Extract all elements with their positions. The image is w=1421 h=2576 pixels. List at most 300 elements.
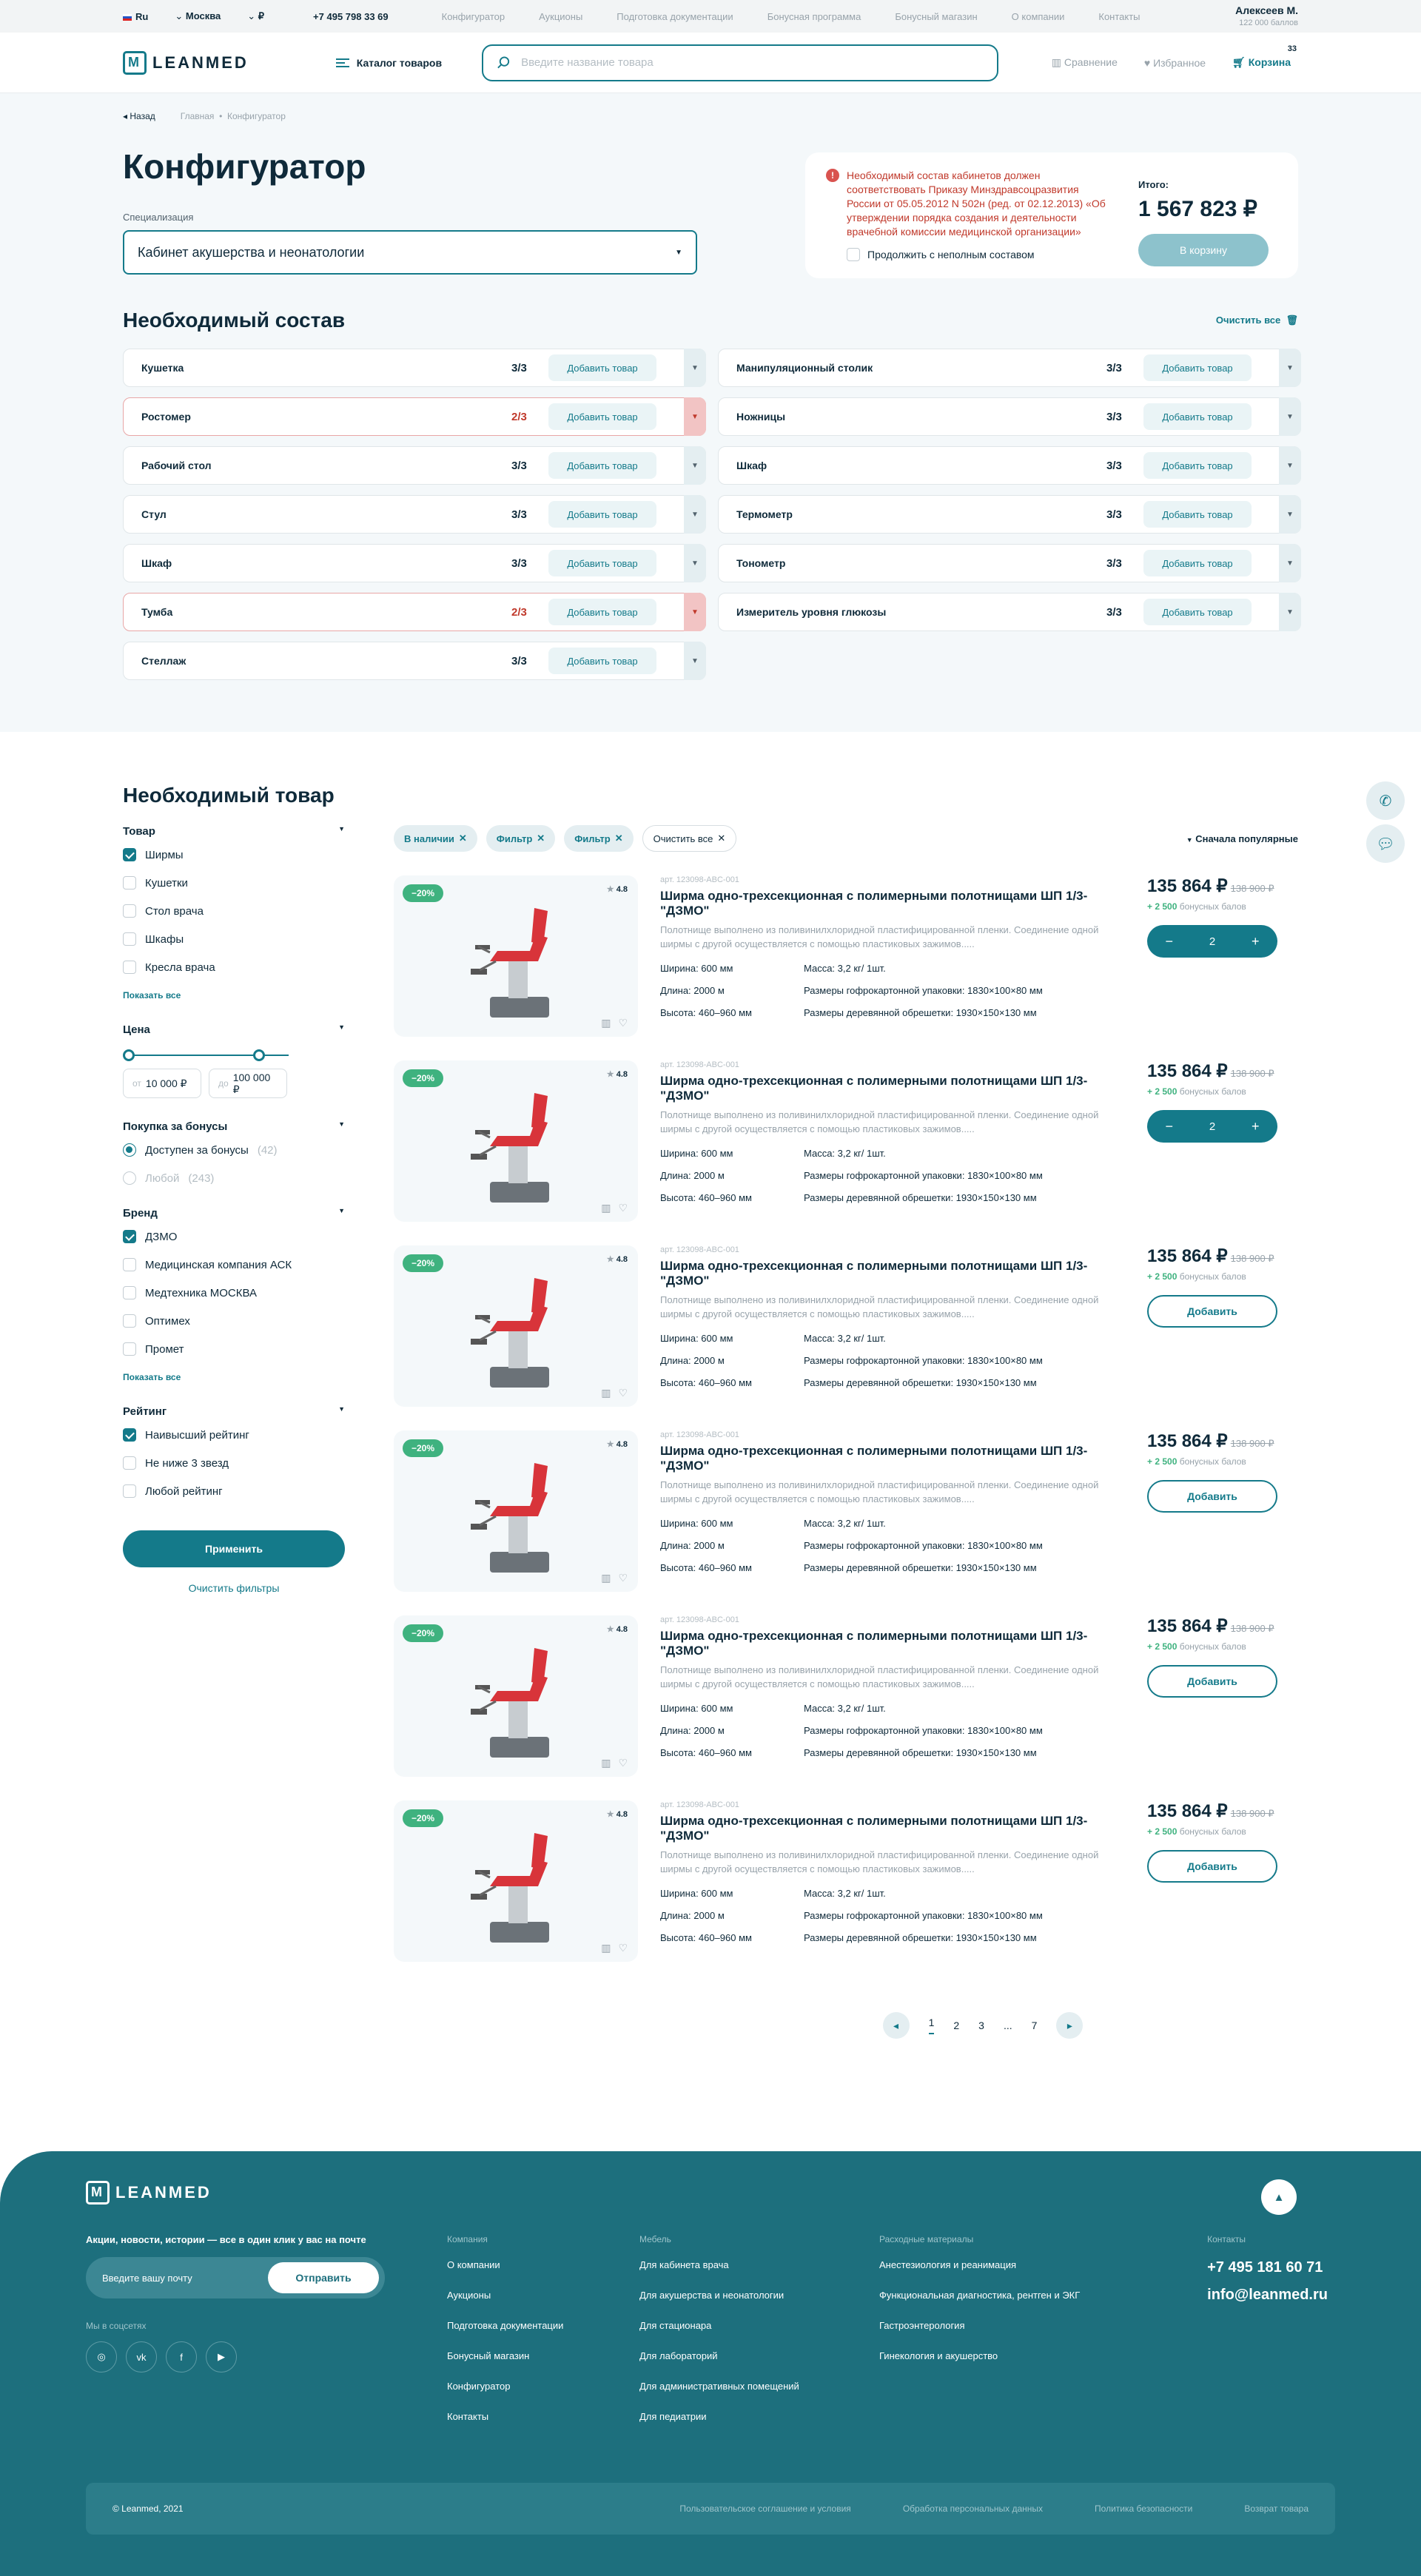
product-image[interactable]	[394, 1245, 638, 1407]
sort-select[interactable]: ▼ Сначала популярные	[1186, 833, 1298, 844]
chevron-down-icon[interactable]: ▼	[684, 397, 706, 436]
filter-product-screens[interactable]: Ширмы	[123, 848, 345, 861]
product-name[interactable]: Ширма одно-трехсекционная с полимерными полотнищами ШП 1/3-"ДЗМО"	[660, 1629, 1088, 1658]
spec-mass: Масса: 3,2 кг/ 1шт.	[804, 963, 886, 974]
footer-logo[interactable]: M LEANMED	[86, 2181, 1335, 2205]
spec-length: Длина: 2000 м	[660, 1725, 725, 1736]
gyn-chair-image	[468, 1633, 564, 1763]
phone-icon: ✆	[1379, 793, 1392, 810]
compare-icon[interactable]: ▥	[601, 1942, 611, 1954]
add-product-button[interactable]: Добавить товар	[548, 648, 656, 674]
total-amount: 1 567 823 ₽	[1138, 197, 1257, 221]
top-nav-configurator[interactable]: Конфигуратор	[441, 10, 505, 22]
star-icon: ★	[606, 885, 614, 894]
add-product-button[interactable]: Добавить товар	[1143, 501, 1252, 528]
heart-icon[interactable]: ♡	[618, 1387, 628, 1399]
currency-select[interactable]: ⌄ ₽	[247, 10, 265, 21]
product-image[interactable]	[394, 1060, 638, 1222]
cart-count-badge: 33	[1287, 44, 1297, 53]
spec-crate: Размеры деревянной обрешетки: 1930×150×130 мм	[804, 1007, 1037, 1018]
logo-icon	[123, 51, 147, 75]
spec-width: Ширина: 600 мм	[660, 1148, 733, 1159]
star-icon: ★	[606, 1810, 614, 1819]
instagram-icon[interactable]: ◎	[86, 2341, 117, 2372]
price-to-field[interactable]: до 100 000 ₽	[209, 1069, 287, 1098]
required-item-row	[123, 397, 706, 436]
breadcrumb	[123, 111, 1298, 121]
language-select[interactable]: Ru	[123, 11, 148, 22]
chevron-down-icon[interactable]: ▼	[684, 495, 706, 534]
filter-bonus-toggle[interactable]: Покупка за бонусы ▼	[123, 1120, 345, 1133]
required-item-row	[123, 544, 706, 582]
gyn-chair-image	[468, 893, 564, 1023]
footer-link[interactable]: Для стационара	[639, 2320, 712, 2331]
top-nav-contacts[interactable]: Контакты	[1098, 10, 1141, 22]
required-item-count: 2/3	[511, 605, 527, 619]
chevron-down-icon[interactable]: ▼	[684, 349, 706, 387]
chevron-down-icon[interactable]: ▼	[684, 446, 706, 485]
required-item-name: Измеритель уровня глюкозы	[736, 606, 887, 618]
required-item-count: 3/3	[1106, 605, 1122, 619]
product-bonus: + 2 500 бонусных балов	[1147, 1826, 1246, 1837]
chevron-down-icon[interactable]: ▼	[684, 544, 706, 582]
logo[interactable]: M LEANMED	[123, 51, 249, 75]
spec-pack: Размеры гофрокартонной упаковки: 1830×100×80 мм	[804, 1910, 1043, 1921]
chevron-down-icon[interactable]: ▼	[1279, 544, 1301, 582]
product-article: арт. 123098-ABC-001	[660, 875, 739, 884]
add-product-button[interactable]: Добавить товар	[548, 599, 656, 625]
required-item-count: 3/3	[511, 556, 527, 570]
rating: ★ 4.8	[606, 1810, 628, 1819]
spec-mass: Масса: 3,2 кг/ 1шт.	[804, 1703, 886, 1714]
spec-length: Длина: 2000 м	[660, 1355, 725, 1366]
page-3[interactable]: 3	[978, 2020, 984, 2031]
spec-mass: Масса: 3,2 кг/ 1шт.	[804, 1518, 886, 1529]
show-all-brands[interactable]: Показать все	[123, 1372, 181, 1382]
rating: ★ 4.8	[606, 885, 628, 894]
clear-filters-button[interactable]: Очистить фильтры	[188, 1582, 280, 1594]
footer-link[interactable]: Конфигуратор	[447, 2381, 511, 2392]
required-grid	[123, 349, 1298, 680]
product-price: 135 864 ₽ 138 900 ₽	[1147, 1431, 1274, 1451]
add-product-button[interactable]: Добавить товар	[548, 452, 656, 479]
required-item-name: Рабочий стол	[141, 460, 212, 471]
next-page-icon[interactable]: ▸	[1056, 2012, 1083, 2039]
russia-flag-icon	[123, 14, 132, 21]
footer-contacts-title: Контакты	[1207, 2234, 1246, 2244]
compare-icon[interactable]: ▥	[601, 1757, 611, 1769]
price-max-handle[interactable]	[253, 1049, 265, 1061]
footer-email[interactable]: info@leanmed.ru	[1207, 2287, 1328, 2303]
product-card	[394, 1800, 1298, 1962]
product-image[interactable]	[394, 1430, 638, 1592]
add-product-button[interactable]: Добавить товар	[1143, 550, 1252, 576]
chevron-down-icon[interactable]: ▼	[684, 593, 706, 631]
compare-icon[interactable]: ▥	[601, 1202, 611, 1214]
chevron-down-icon[interactable]: ▼	[1279, 593, 1301, 631]
chip-clear-all[interactable]: Очистить все ✕	[642, 825, 737, 852]
required-item-row	[718, 446, 1301, 485]
compare-icon[interactable]: ▥	[601, 1572, 611, 1584]
compare-link[interactable]: ▥ Сравнение	[1051, 56, 1118, 68]
footer-link[interactable]: Функциональная диагностика, рентген и ЭКГ	[879, 2290, 1081, 2301]
filter-rating-top[interactable]: Наивысший рейтинг	[123, 1428, 345, 1442]
facebook-icon[interactable]: f	[166, 2341, 197, 2372]
product-bonus: + 2 500 бонусных балов	[1147, 1456, 1246, 1467]
filter-product-chairs[interactable]: Кресла врача	[123, 961, 345, 974]
price-from-field[interactable]: от 10 000 ₽	[123, 1069, 201, 1098]
sale-badge: −20%	[403, 1624, 443, 1642]
gyn-chair-image	[468, 1078, 564, 1208]
footer-link[interactable]: Гастроэнтерология	[879, 2320, 965, 2331]
product-image[interactable]	[394, 1800, 638, 1962]
page-2[interactable]: 2	[953, 2020, 960, 2031]
product-name[interactable]: Ширма одно-трехсекционная с полимерными полотнищами ШП 1/3-"ДЗМО"	[660, 889, 1088, 918]
star-icon: ★	[606, 1255, 614, 1264]
product-name[interactable]: Ширма одно-трехсекционная с полимерными полотнищами ШП 1/3-"ДЗМО"	[660, 1259, 1088, 1288]
privacy-data-link[interactable]: Обработка персональных данных	[902, 2503, 1044, 2514]
required-item-count: 3/3	[1106, 410, 1122, 423]
page-1[interactable]: 1	[929, 2017, 935, 2034]
filter-product-toggle[interactable]: Товар ▼	[123, 825, 345, 838]
rating: ★ 4.8	[606, 1070, 628, 1079]
search-icon	[497, 56, 511, 70]
required-item-count: 3/3	[1106, 556, 1122, 570]
spec-height: Высота: 460–960 мм	[660, 1377, 752, 1388]
spec-height: Высота: 460–960 мм	[660, 1562, 752, 1573]
product-desc: Полотнище выполнено из поливинилхлоридной пластифицированной пленки. Соединение одной ширмы с другой осуществляется с помощью пластиковых зажимов.....	[660, 1294, 1099, 1319]
product-desc: Полотнище выполнено из поливинилхлоридной пластифицированной пленки. Соединение одной ширмы с другой осуществляется с помощью пластиковых зажимов.....	[660, 1664, 1099, 1689]
footer-col-consumables-title: Расходные материалы	[879, 2234, 974, 2244]
filter-brand-medtech[interactable]: Медтехника МОСКВА	[123, 1286, 345, 1299]
cart-link[interactable]: 🛒︎ Корзина 33	[1232, 44, 1297, 68]
required-item-count: 3/3	[511, 361, 527, 374]
chip-filter-2[interactable]: Фильтр ✕	[564, 825, 633, 852]
product-card	[394, 1245, 1298, 1407]
footer-link[interactable]: Бонусный магазин	[447, 2350, 530, 2361]
required-item-count: 3/3	[1106, 508, 1122, 521]
spec-pack: Размеры гофрокартонной упаковки: 1830×100×80 мм	[804, 985, 1043, 996]
required-item-count: 3/3	[511, 654, 527, 667]
product-price: 135 864 ₽ 138 900 ₽	[1147, 1616, 1274, 1636]
add-product-button[interactable]: Добавить товар	[548, 354, 656, 381]
product-bonus: + 2 500 бонусных балов	[1147, 1271, 1246, 1282]
product-price: 135 864 ₽ 138 900 ₽	[1147, 1061, 1274, 1081]
required-item-count: 3/3	[511, 508, 527, 521]
newsletter-form	[86, 2257, 385, 2298]
product-card	[394, 1615, 1298, 1777]
filter-product-desk[interactable]: Стол врача	[123, 904, 345, 918]
chevron-down-icon[interactable]: ▼	[1279, 349, 1301, 387]
spec-height: Высота: 460–960 мм	[660, 1747, 752, 1758]
quantity-stepper[interactable]: − 2 +	[1147, 925, 1277, 958]
spec-pack: Размеры гофрокартонной упаковки: 1830×100×80 мм	[804, 1540, 1043, 1551]
star-icon: ★	[606, 1625, 614, 1634]
social-title: Мы в соцсетях	[86, 2321, 147, 2331]
spec-crate: Размеры деревянной обрешетки: 1930×150×130 мм	[804, 1377, 1037, 1388]
rating: ★ 4.8	[606, 1440, 628, 1449]
footer-link[interactable]: Гинекология и акушерство	[879, 2350, 998, 2361]
product-desc: Полотнище выполнено из поливинилхлоридной пластифицированной пленки. Соединение одной ширмы с другой осуществляется с помощью пластиковых зажимов.....	[660, 1479, 1099, 1504]
top-nav-auctions[interactable]: Аукционы	[539, 10, 583, 22]
warning-icon: !	[826, 169, 839, 182]
footer-link[interactable]: Для лабораторий	[639, 2350, 718, 2361]
product-bonus: + 2 500 бонусных балов	[1147, 901, 1246, 912]
search-box	[482, 44, 998, 81]
returns-link[interactable]: Возврат товара	[1244, 2503, 1309, 2514]
star-icon: ★	[606, 1070, 614, 1079]
top-phone[interactable]: +7 495 798 33 69	[313, 10, 389, 22]
sale-badge: −20%	[403, 1809, 443, 1827]
filters-sidebar	[123, 825, 345, 2039]
footer-link[interactable]: Анестезиология и реанимация	[879, 2259, 1017, 2270]
chevron-down-icon[interactable]: ▼	[1279, 495, 1301, 534]
arrow-up-icon: ▲	[1273, 2190, 1285, 2204]
add-product-button[interactable]: Добавить товар	[548, 403, 656, 430]
summary-panel	[805, 152, 1298, 278]
back-link[interactable]: ◂ Назад	[123, 111, 155, 121]
price-min-handle[interactable]	[123, 1049, 135, 1061]
bonus-available-radio[interactable]: Доступен за бонусы (42)	[123, 1143, 345, 1157]
menu-icon	[336, 58, 349, 67]
add-to-cart-button[interactable]: Добавить	[1147, 1665, 1277, 1698]
spec-width: Ширина: 600 мм	[660, 1333, 733, 1344]
add-to-cart-button[interactable]: Добавить	[1147, 1480, 1277, 1513]
copyright: © Leanmed, 2021	[112, 2503, 184, 2514]
product-card	[394, 1430, 1298, 1592]
spec-width: Ширина: 600 мм	[660, 1888, 733, 1899]
spec-pack: Размеры гофрокартонной упаковки: 1830×100×80 мм	[804, 1355, 1043, 1366]
spec-width: Ширина: 600 мм	[660, 1703, 733, 1714]
required-item-name: Шкаф	[141, 557, 172, 569]
user-menu[interactable]	[1235, 4, 1298, 27]
product-article: арт. 123098-ABC-001	[660, 1060, 739, 1069]
required-item-count: 3/3	[1106, 361, 1122, 374]
spec-height: Высота: 460–960 мм	[660, 1192, 752, 1203]
filter-brand-toggle[interactable]: Бренд ▼	[123, 1207, 345, 1220]
city-select[interactable]: ⌄ Москва	[175, 10, 221, 21]
spec-crate: Размеры деревянной обрешетки: 1930×150×130 мм	[804, 1932, 1037, 1943]
minus-icon[interactable]: −	[1165, 933, 1173, 949]
required-item-name: Тонометр	[736, 557, 786, 569]
to-cart-button[interactable]: В корзину	[1138, 234, 1269, 266]
product-card	[394, 875, 1298, 1037]
spec-width: Ширина: 600 мм	[660, 1518, 733, 1529]
footer-link[interactable]: Контакты	[447, 2411, 489, 2422]
clear-all-button[interactable]: Очистить все 🗑︎	[1215, 315, 1298, 326]
quantity-stepper[interactable]: − 2 +	[1147, 1110, 1277, 1143]
required-item-name: Ростомер	[141, 411, 191, 423]
spec-pack: Размеры гофрокартонной упаковки: 1830×100×80 мм	[804, 1725, 1043, 1736]
heart-icon[interactable]: ♡	[618, 1202, 628, 1214]
trash-icon: 🗑︎	[1286, 315, 1298, 326]
caret-down-icon: ▼	[675, 248, 682, 257]
required-item-row	[718, 593, 1301, 631]
footer-bottom	[86, 2483, 1335, 2535]
required-item-row	[123, 593, 706, 631]
newsletter-send-button[interactable]: Отправить	[268, 2262, 379, 2293]
plus-icon[interactable]: +	[1252, 933, 1260, 949]
footer-link[interactable]: Для кабинета врача	[639, 2259, 729, 2270]
required-item-row	[123, 446, 706, 485]
logo-icon	[86, 2181, 110, 2205]
add-product-button[interactable]: Добавить товар	[548, 550, 656, 576]
spec-crate: Размеры деревянной обрешетки: 1930×150×130 мм	[804, 1562, 1037, 1573]
specialization-select[interactable]: Кабинет акушерства и неонатологии ▼	[123, 230, 697, 275]
required-item-name: Термометр	[736, 508, 793, 520]
sale-badge: −20%	[403, 1439, 443, 1457]
required-item-name: Ножницы	[736, 411, 786, 423]
product-desc: Полотнище выполнено из поливинилхлоридной пластифицированной пленки. Соединение одной ширмы с другой осуществляется с помощью пластиковых зажимов.....	[660, 1849, 1099, 1874]
youtube-icon[interactable]: ▶	[206, 2341, 237, 2372]
product-bonus: + 2 500 бонусных балов	[1147, 1086, 1246, 1097]
filter-brand-promet[interactable]: Промет	[123, 1342, 345, 1356]
product-article: арт. 123098-ABC-001	[660, 1245, 739, 1254]
sale-badge: −20%	[403, 1069, 443, 1087]
chip-in-stock[interactable]: В наличии ✕	[394, 825, 477, 852]
filter-rating-any[interactable]: Любой рейтинг	[123, 1484, 345, 1498]
filter-brand-ask[interactable]: Медицинская компания АСК	[123, 1258, 345, 1271]
incomplete-checkbox[interactable]: Продолжить с неполным составом	[847, 248, 1109, 261]
heart-icon[interactable]: ♡	[618, 1017, 628, 1029]
product-name[interactable]: Ширма одно-трехсекционная с полимерными полотнищами ШП 1/3-"ДЗМО"	[660, 1074, 1088, 1103]
cart-icon: 🛒︎	[1232, 56, 1246, 68]
filter-product-cabinets[interactable]: Шкафы	[123, 932, 345, 946]
show-all-products[interactable]: Показать все	[123, 990, 181, 1001]
terms-link[interactable]: Пользовательское соглашение и условия	[679, 2503, 851, 2514]
filter-brand-optimeh[interactable]: Оптимех	[123, 1314, 345, 1328]
required-title: Необходимый состав	[123, 309, 346, 332]
product-name[interactable]: Ширма одно-трехсекционная с полимерными полотнищами ШП 1/3-"ДЗМО"	[660, 1444, 1088, 1473]
warning-message: ! Необходимый состав кабинетов должен соответствовать Приказу Минздравсоцразвития России от 05.05.2012 N 502н (ред. от 02.12.2013) «Об утверждении порядка создания и деятельности врачебной комиссии медицинской организации»	[826, 169, 1109, 239]
top-nav-docs[interactable]: Подготовка документации	[617, 10, 733, 22]
specialization-label: Специализация	[123, 212, 194, 223]
product-list	[394, 825, 1298, 2039]
bonus-any-radio[interactable]: Любой (243)	[123, 1171, 345, 1185]
required-item-count: 3/3	[1106, 459, 1122, 472]
minus-icon[interactable]: −	[1165, 1118, 1173, 1134]
breadcrumb-home[interactable]: Главная • Конфигуратор	[180, 111, 286, 121]
footer-link[interactable]: Для акушерства и неонатологии	[639, 2290, 785, 2301]
required-item-name: Тумба	[141, 606, 173, 618]
spec-crate: Размеры деревянной обрешетки: 1930×150×130 мм	[804, 1747, 1037, 1758]
top-nav	[442, 11, 1141, 22]
product-image[interactable]	[394, 875, 638, 1037]
spec-mass: Масса: 3,2 кг/ 1шт.	[804, 1888, 886, 1899]
product-name[interactable]: Ширма одно-трехсекционная с полимерными полотнищами ШП 1/3-"ДЗМО"	[660, 1814, 1088, 1843]
filter-rating-3[interactable]: Не ниже 3 звезд	[123, 1456, 345, 1470]
top-nav-about[interactable]: О компании	[1011, 10, 1065, 22]
apply-filters-button[interactable]: Применить	[123, 1530, 345, 1567]
sale-badge: −20%	[403, 884, 443, 902]
footer-link[interactable]: О компании	[447, 2259, 500, 2270]
price-slider[interactable]	[123, 1048, 345, 1063]
spec-mass: Масса: 3,2 кг/ 1шт.	[804, 1333, 886, 1344]
page-7[interactable]: 7	[1031, 2020, 1038, 2031]
filter-rating-toggle[interactable]: Рейтинг ▼	[123, 1405, 345, 1418]
scroll-top-button[interactable]	[1261, 2179, 1297, 2215]
footer-col-company-title: Компания	[447, 2234, 488, 2244]
user-name: Алексеев М.	[1235, 4, 1298, 16]
star-icon: ★	[606, 1440, 614, 1449]
required-item-row	[718, 544, 1301, 582]
required-item-name: Стеллаж	[141, 655, 187, 667]
chevron-down-icon[interactable]: ▼	[1279, 446, 1301, 485]
chevron-down-icon[interactable]: ▼	[1279, 397, 1301, 436]
spec-mass: Масса: 3,2 кг/ 1шт.	[804, 1148, 886, 1159]
footer-link[interactable]: Для административных помещений	[639, 2381, 799, 2392]
filter-price-toggle[interactable]: Цена ▼	[123, 1023, 345, 1036]
add-product-button[interactable]: Добавить товар	[1143, 354, 1252, 381]
top-nav-bonus-shop[interactable]: Бонусный магазин	[895, 10, 978, 22]
footer-link[interactable]: Подготовка документации	[447, 2320, 564, 2331]
footer-link[interactable]: Для педиатрии	[639, 2411, 707, 2422]
spec-length: Длина: 2000 м	[660, 1910, 725, 1921]
filter-brand-dzmo[interactable]: ДЗМО	[123, 1230, 345, 1243]
chevron-down-icon[interactable]: ▼	[684, 642, 706, 680]
footer-link[interactable]: Аукционы	[447, 2290, 491, 2301]
top-nav-bonus-program[interactable]: Бонусная программа	[767, 10, 861, 22]
vk-icon[interactable]: vk	[126, 2341, 157, 2372]
footer-phone[interactable]: +7 495 181 60 71	[1207, 2259, 1323, 2276]
catalog-button[interactable]: Каталог товаров	[336, 57, 442, 69]
product-article: арт. 123098-ABC-001	[660, 1430, 739, 1439]
add-to-cart-button[interactable]: Добавить	[1147, 1295, 1277, 1328]
required-item-row	[718, 349, 1301, 387]
gyn-chair-image	[468, 1818, 564, 1948]
required-item-row	[123, 349, 706, 387]
plus-icon[interactable]: +	[1252, 1118, 1260, 1134]
newsletter-email-input[interactable]: Введите вашу почту	[102, 2272, 192, 2284]
add-to-cart-button[interactable]: Добавить	[1147, 1850, 1277, 1883]
required-item-name: Кушетка	[141, 362, 184, 374]
page-title: Конфигуратор	[123, 147, 366, 186]
add-product-button[interactable]: Добавить товар	[1143, 452, 1252, 479]
add-product-button[interactable]: Добавить товар	[548, 501, 656, 528]
favorites-link[interactable]: ♥ Избранное	[1143, 56, 1206, 69]
filter-product-couches[interactable]: Кушетки	[123, 876, 345, 890]
footer-col-furniture-title: Мебель	[639, 2234, 671, 2244]
required-item-count: 2/3	[511, 410, 527, 423]
goods-section	[0, 732, 1421, 2039]
add-product-button[interactable]: Добавить товар	[1143, 403, 1252, 430]
spec-height: Высота: 460–960 мм	[660, 1007, 752, 1018]
gyn-chair-image	[468, 1448, 564, 1578]
product-desc: Полотнище выполнено из поливинилхлоридной пластифицированной пленки. Соединение одной ширмы с другой осуществляется с помощью пластиковых зажимов.....	[660, 1109, 1099, 1134]
compare-icon[interactable]: ▥	[601, 1387, 611, 1399]
sale-badge: −20%	[403, 1254, 443, 1272]
compare-icon[interactable]: ▥	[601, 1017, 611, 1029]
page-ellipsis: ...	[1003, 2020, 1012, 2031]
heart-icon[interactable]: ♡	[618, 1757, 628, 1769]
chat-icon: 💬︎	[1376, 835, 1395, 852]
topbar	[0, 0, 1421, 33]
pagination	[668, 2012, 1298, 2039]
security-policy-link[interactable]: Политика безопасности	[1095, 2503, 1193, 2514]
chip-filter-1[interactable]: Фильтр ✕	[486, 825, 555, 852]
product-image[interactable]	[394, 1615, 638, 1777]
goods-title: Необходимый товар	[123, 784, 335, 807]
search-input[interactable]	[521, 56, 984, 69]
rating: ★ 4.8	[606, 1255, 628, 1264]
heart-icon[interactable]: ♡	[618, 1572, 628, 1584]
prev-page-icon[interactable]: ◂	[883, 2012, 910, 2039]
spec-crate: Размеры деревянной обрешетки: 1930×150×130 мм	[804, 1192, 1037, 1203]
spec-width: Ширина: 600 мм	[660, 963, 733, 974]
heart-icon[interactable]: ♡	[618, 1942, 628, 1954]
add-product-button[interactable]: Добавить товар	[1143, 599, 1252, 625]
required-item-count: 3/3	[511, 459, 527, 472]
